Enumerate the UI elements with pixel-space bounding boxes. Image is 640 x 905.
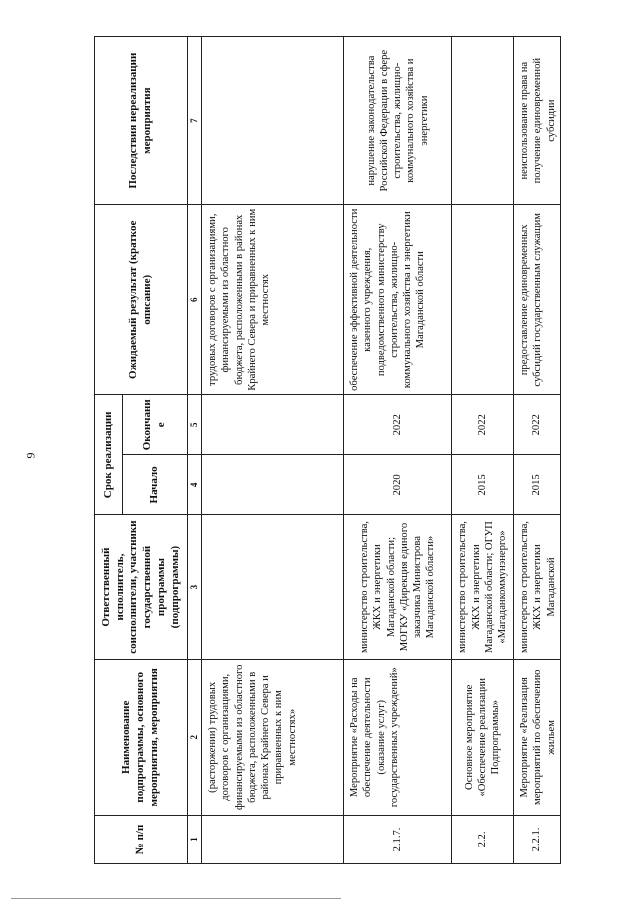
cell-end: 2022 <box>514 395 561 455</box>
cell-responsible: министерство строительства, ЖКХ и энергетики Магаданской области; МОГКУ «Дирекция единого заказчика Министрова Магаданской области» <box>344 515 452 659</box>
header-result: Ожидаемый результат (краткое описание) <box>95 205 188 395</box>
cell-num: 2.1.7. <box>344 815 452 863</box>
header-consequence: Последствия нереализации мероприятия <box>95 37 188 205</box>
header-start: Начало <box>123 455 188 515</box>
cell-consequence: нарушение законодательства Российской Федерации в сфере строительства, жилищно-коммунального хозяйства и энергетики <box>344 37 452 205</box>
column-number: 4 <box>188 455 202 515</box>
table-row <box>452 37 514 864</box>
column-number: 7 <box>188 37 202 205</box>
column-number-row <box>188 37 202 864</box>
cell-start: 2020 <box>344 455 452 515</box>
cell-result <box>452 205 514 395</box>
cell-responsible: министерство строительства, ЖКХ и энергетики Магаданской <box>514 515 561 659</box>
cell-responsible: министерство строительства, ЖКХ и энергетики Магаданской области; ОГУП «Магаданкоммунэнерго» <box>452 515 514 659</box>
header-responsible: Ответственный исполнитель, соисполнители, участники государственной программы (подпрограммы) <box>95 515 188 659</box>
table-container <box>94 36 557 864</box>
column-number: 1 <box>188 815 202 863</box>
cell-end: 2022 <box>344 395 452 455</box>
column-number: 3 <box>188 515 202 659</box>
table-row <box>514 37 561 864</box>
cell-end <box>202 395 344 455</box>
page-number: 9 <box>23 452 38 459</box>
cell-consequence <box>452 37 514 205</box>
measures-table <box>94 36 561 864</box>
cell-consequence <box>202 37 344 205</box>
cell-name: Мероприятие «Расходы на обеспечение деятельности (оказание услуг) государственных учреждений» <box>344 659 452 815</box>
cell-name: Мероприятие «Реализация мероприятий по обеспечению жильем <box>514 659 561 815</box>
footer-divider <box>11 898 341 899</box>
header-end: Окончание <box>123 395 188 455</box>
column-number: 2 <box>188 659 202 815</box>
cell-start: 2015 <box>452 455 514 515</box>
table-row <box>202 37 344 864</box>
cell-result: обеспечение эффективной деятельности казенного учреждения, подведомственного министерству строительства, жилищно-коммунального хозяйства и энергетики Магаданской области <box>344 205 452 395</box>
cell-name: Основное мероприятие «Обеспечение реализации Подпрограммы» <box>452 659 514 815</box>
cell-start: 2015 <box>514 455 561 515</box>
cell-num <box>202 815 344 863</box>
table-row <box>344 37 452 864</box>
header-name: Наименование подпрограммы, основного мероприятия, мероприятия <box>95 659 188 815</box>
cell-num: 2.2.1. <box>514 815 561 863</box>
cell-responsible <box>202 515 344 659</box>
cell-num: 2.2. <box>452 815 514 863</box>
cell-result: предоставление единовременных субсидий государственным служащим <box>514 205 561 395</box>
cell-consequence: неиспользование права на получение единовременной субсидии <box>514 37 561 205</box>
cell-name: (расторжении) трудовых договоров с организациями, финансируемыми из областного бюджета, расположенными в районах Крайнего Севера и приравненных к ним местностях» <box>202 659 344 815</box>
column-number: 5 <box>188 395 202 455</box>
header-period: Срок реализации <box>95 395 123 515</box>
header-row-1 <box>95 37 123 864</box>
cell-result: трудовых договоров с организациями, финансируемыми из областного бюджета, расположенными в районах Крайнего Севера и приравненных к ним местностях <box>202 205 344 395</box>
cell-end: 2022 <box>452 395 514 455</box>
header-num: № п/п <box>95 815 188 863</box>
column-number: 6 <box>188 205 202 395</box>
cell-start <box>202 455 344 515</box>
